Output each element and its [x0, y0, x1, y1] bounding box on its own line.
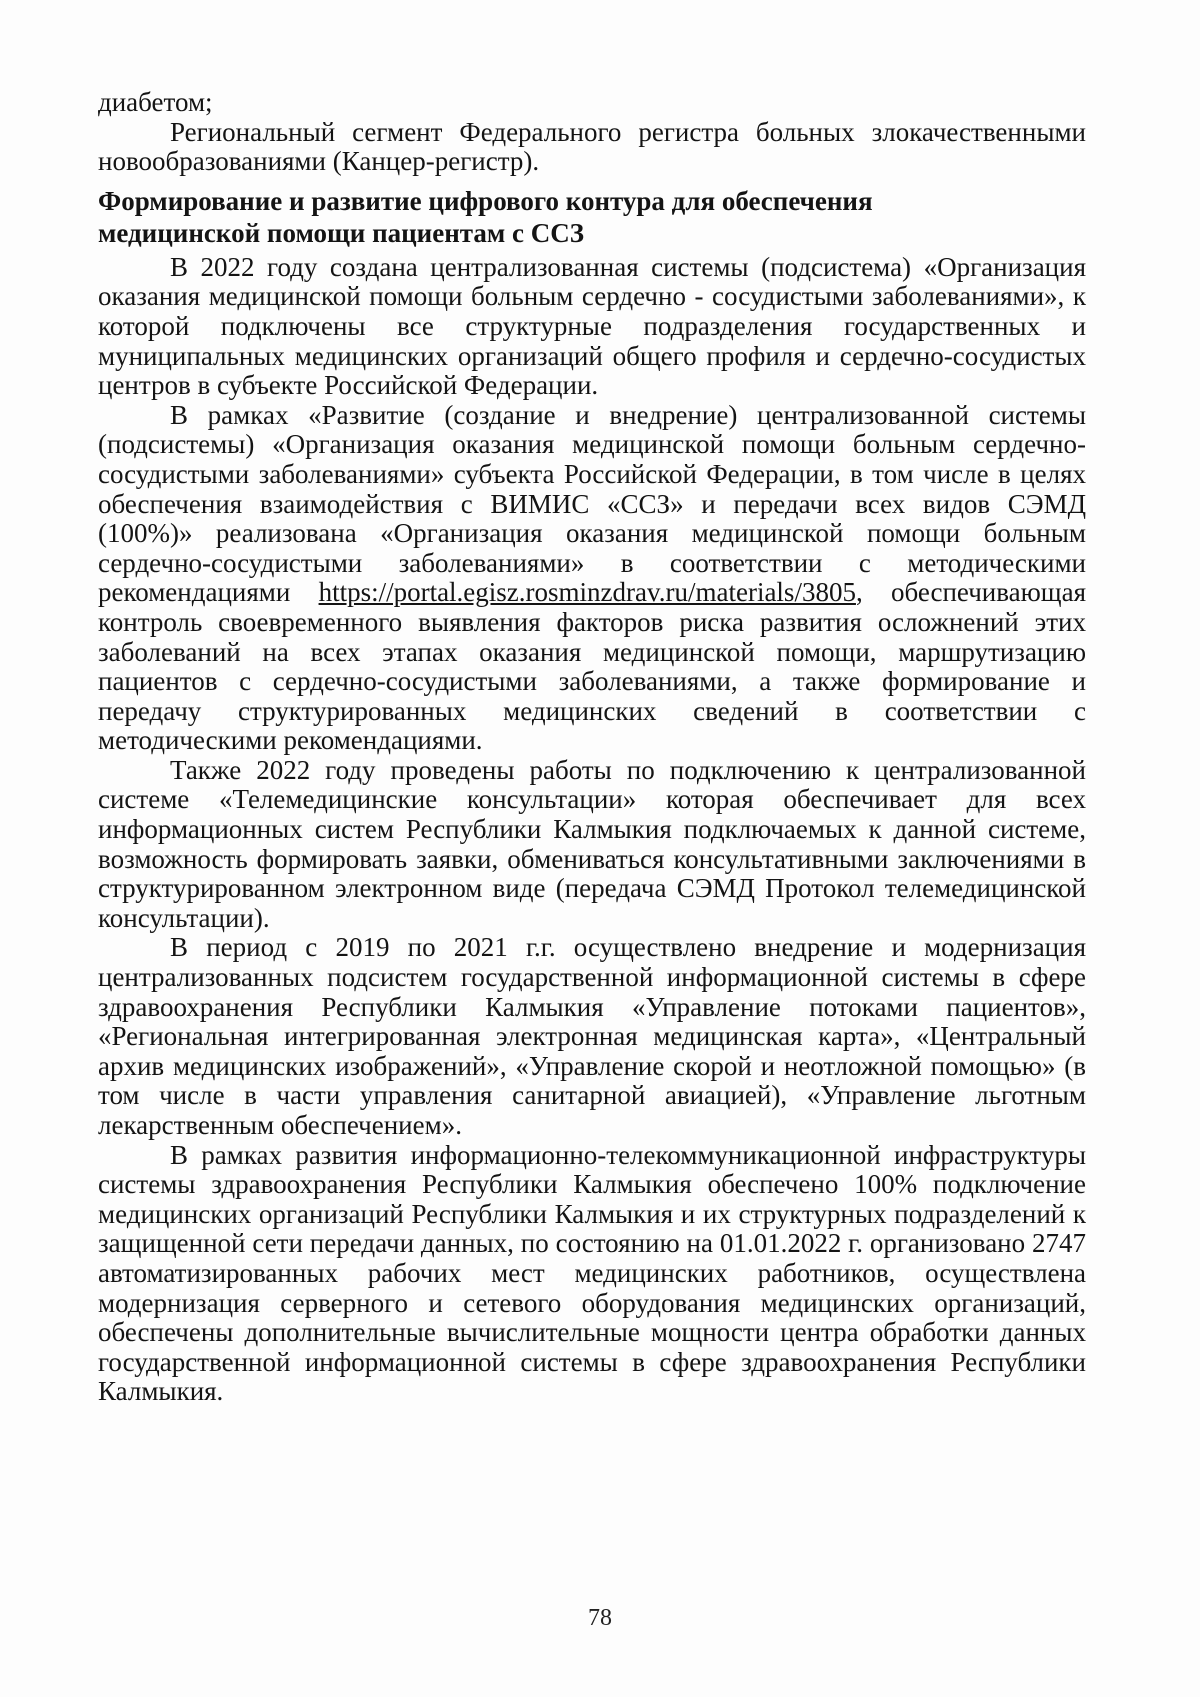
- document-body: [98, 88, 1086, 1407]
- paragraph-4: В период с 2019 по 2021 г.г. осуществлено внедрение и модернизация централизованных подсистем государственной информационной системы в сфере здравоохранения Республики Калмыкия «Управление потоками пациентов», «Региональная интегрированная электронная медицинская карта», «Центральный архив медицинских изображений», «Управление скорой и неотложной помощью» (в том числе в части управления санитарной авиацией), «Управление льготным лекарственным обеспечением».: [98, 932, 1086, 1140]
- section-heading-line-1: Формирование и развитие цифрового контура для обеспечения: [98, 185, 873, 216]
- paragraph-3: Также 2022 году проведены работы по подключению к централизованной системе «Телемедицинские консультации» которая обеспечивает для всех информационных систем Республики Калмыкия подключаемых к данной системе, возможность формировать заявки, обмениваться консультативными заключениями в структурированном электронном виде (передача СЭМД Протокол телемедицинской консультации).: [98, 754, 1086, 933]
- intro-paragraph: Региональный сегмент Федерального регистра больных злокачественными новообразованиями (Канцер-регистр).: [98, 116, 1086, 177]
- paragraph-1: В 2022 году создана централизованная системы (подсистема) «Организация оказания медицинской помощи больным сердечно - сосудистыми заболеваниями», к которой подключены все структурные подразделения государственных и муниципальных медицинских организаций общего профиля и сердечно-сосудистых центров в субъекте Российской Федерации.: [98, 251, 1086, 401]
- paragraph-2: [98, 401, 1086, 756]
- paragraph-5: В рамках развития информационно-телекоммуникационной инфраструктуры системы здравоохранения Республики Калмыкия обеспечено 100% подключение медицинских организаций Республики Калмыкия и их структурных подразделений к защищенной сети передачи данных, по состоянию на 01.01.2022 г. организовано 2747 автоматизированных рабочих мест медицинских работников, осуществлена модернизация серверного и сетевого оборудования медицинских организаций, обеспечены дополнительные вычислительные мощности центра обработки данных государственной информационной системы в сфере здравоохранения Республики Калмыкия.: [98, 1139, 1086, 1407]
- section-heading-line-2: медицинской помощи пациентам с ССЗ: [98, 217, 584, 248]
- paragraph-2-text-b: , обеспечивающая контроль своевременного выявления факторов риска развития осложнений этих заболеваний на всех этапах оказания медицинской помощи, маршрутизацию пациентов с сердечно-сосудистыми заболеваниями, а также формирование и передачу структурированных медицинских сведений в соответствии с методическими рекомендациями.: [98, 577, 1086, 756]
- page-number: 78: [588, 1605, 612, 1631]
- section-heading: [98, 185, 1086, 249]
- paragraph-2-text-a: В рамках «Развитие (создание и внедрение) централизованной системы (подсистемы) «Организация оказания медицинской помощи больным сердечно-сосудистыми заболеваниями» субъекта Российской Федерации, в том числе в целях обеспечения взаимодействия с ВИМИС «ССЗ» и передачи всех видов СЭМД (100%)» реализована «Организация оказания медицинской помощи больным сердечно-сосудистыми заболеваниями» в соответствии с методическими рекомендациями: [98, 399, 1086, 608]
- intro-line: диабетом;: [98, 87, 213, 117]
- methodology-link[interactable]: https://portal.egisz.rosminzdrav.ru/materials/3805: [318, 577, 856, 608]
